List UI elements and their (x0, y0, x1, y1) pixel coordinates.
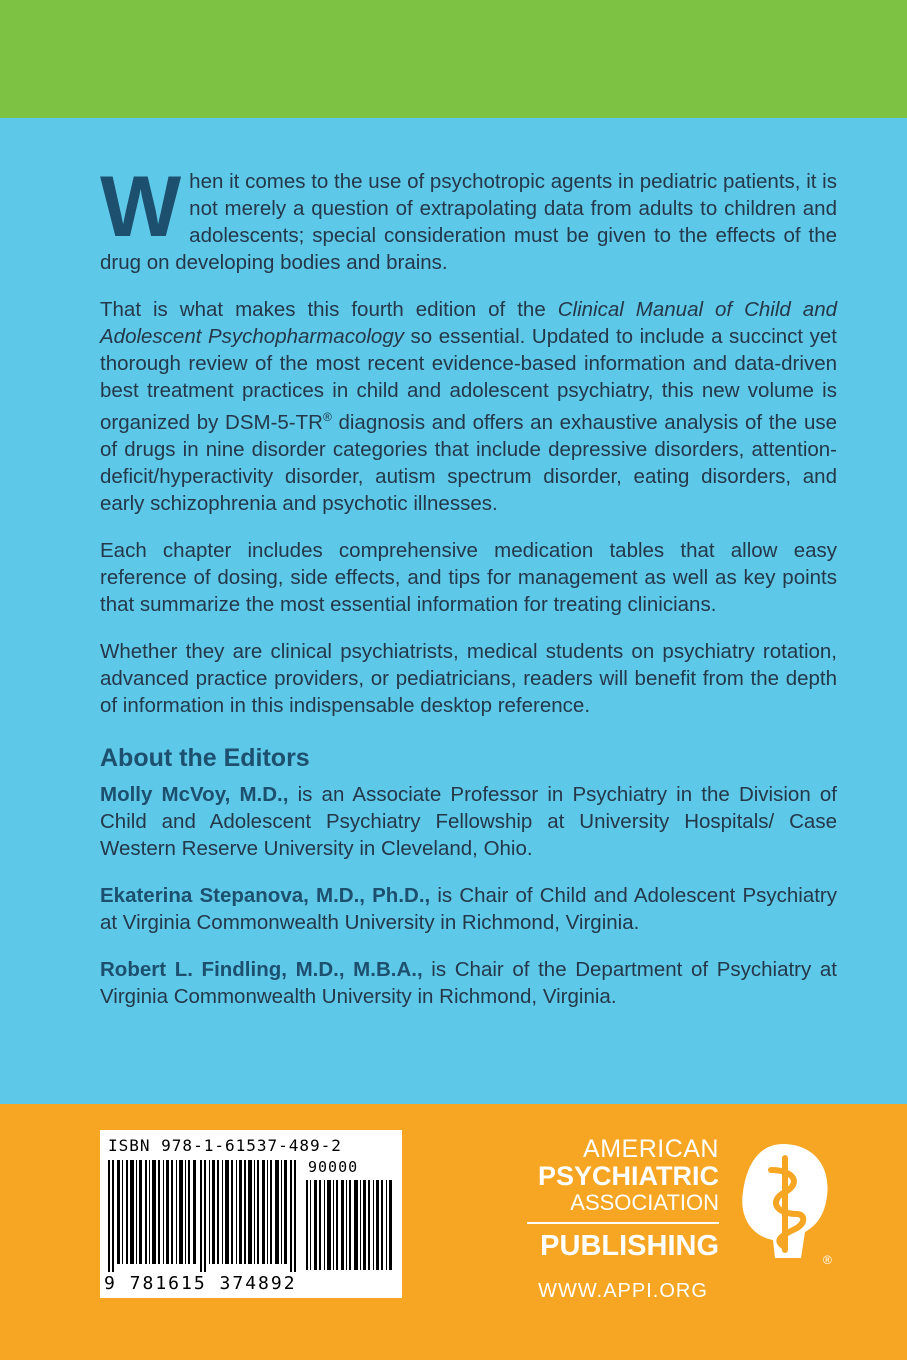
registered-mark: ® (823, 1253, 832, 1267)
audience-paragraph: Whether they are clinical psychiatrists, medical students on psychiatry rotation, advanced practice providers, or pediatricians, readers will benefit from the depth of information in this indispensable desktop reference. (100, 639, 837, 717)
publisher-line-psychiatric: PSYCHIATRIC (537, 1161, 719, 1191)
editor-name: Molly McVoy, M.D., (100, 782, 289, 806)
publisher-divider (527, 1222, 719, 1224)
editor-entry: Robert L. Findling, M.D., M.B.A., is Chair of the Department of Psychiatry at Virginia Commonwealth University in Richmond, Virginia. (100, 957, 837, 1008)
chapter-paragraph: Each chapter includes comprehensive medication tables that allow easy reference of dosing, side effects, and tips for management as well as key points that summarize the most essential information for treating clinicians. (100, 538, 837, 616)
book-title: Clinical Manual of Child and Adolescent Psychopharmacology (100, 298, 838, 348)
publisher-line-american: AMERICAN (583, 1135, 719, 1163)
price-code: 90000 (308, 1158, 359, 1176)
barcode-digits: 9 781615 374892 (104, 1273, 297, 1294)
about-editors-heading: About the Editors (100, 743, 310, 772)
isbn-barcode (100, 1130, 402, 1298)
editor-name: Robert L. Findling, M.D., M.B.A., (100, 957, 423, 981)
apa-logo-icon (735, 1140, 835, 1270)
publisher-line-publishing: PUBLISHING (540, 1230, 719, 1262)
top-color-band (0, 0, 907, 118)
intro-paragraph: When it comes to the use of psychotropic agents in pediatric patients, it is not merely a question of extrapolating data from adults to children and adolescents; special consideration must be given to the effects of the drug on developing bodies and brains. (100, 159, 837, 274)
description-paragraph: That is what makes this fourth edition of the Clinical Manual of Child and Adolescent Psychopharmacology so essential. Updated to include a succinct yet thorough review of the most recent evidence-based information and data-driven best treatment practices in child and adolescent psychiatry, this new volume is organized by DSM-5-TR® diagnosis and offers an exhaustive analysis of the use of drugs in nine disorder categories that include depressive disorders, attention-deficit/hyperactivity disorder, autism spectrum disorder, eating disorders, and early schizophrenia and psychotic illnesses. (100, 298, 838, 515)
isbn-number: ISBN 978-1-61537-489-2 (108, 1136, 342, 1155)
barcode-bars (108, 1160, 298, 1272)
drop-cap: W (100, 159, 182, 255)
editor-entry: Molly McVoy, M.D., is an Associate Professor in Psychiatry in the Division of Child and Adolescent Psychiatry Fellowship at University Hospitals/ Case Western Reserve University in Cleveland, Ohio. (100, 782, 837, 860)
publisher-line-association: ASSOCIATION (570, 1190, 719, 1215)
publisher-wordmark (527, 1136, 719, 1262)
editor-entry: Ekaterina Stepanova, M.D., Ph.D., is Chair of Child and Adolescent Psychiatry at Virginia Commonwealth University in Richmond, Virginia. (100, 883, 838, 934)
price-barcode-bars (306, 1180, 394, 1270)
back-cover-text (100, 159, 838, 1030)
publisher-website: WWW.APPI.ORG (538, 1280, 708, 1302)
editor-name: Ekaterina Stepanova, M.D., Ph.D., (100, 883, 431, 907)
